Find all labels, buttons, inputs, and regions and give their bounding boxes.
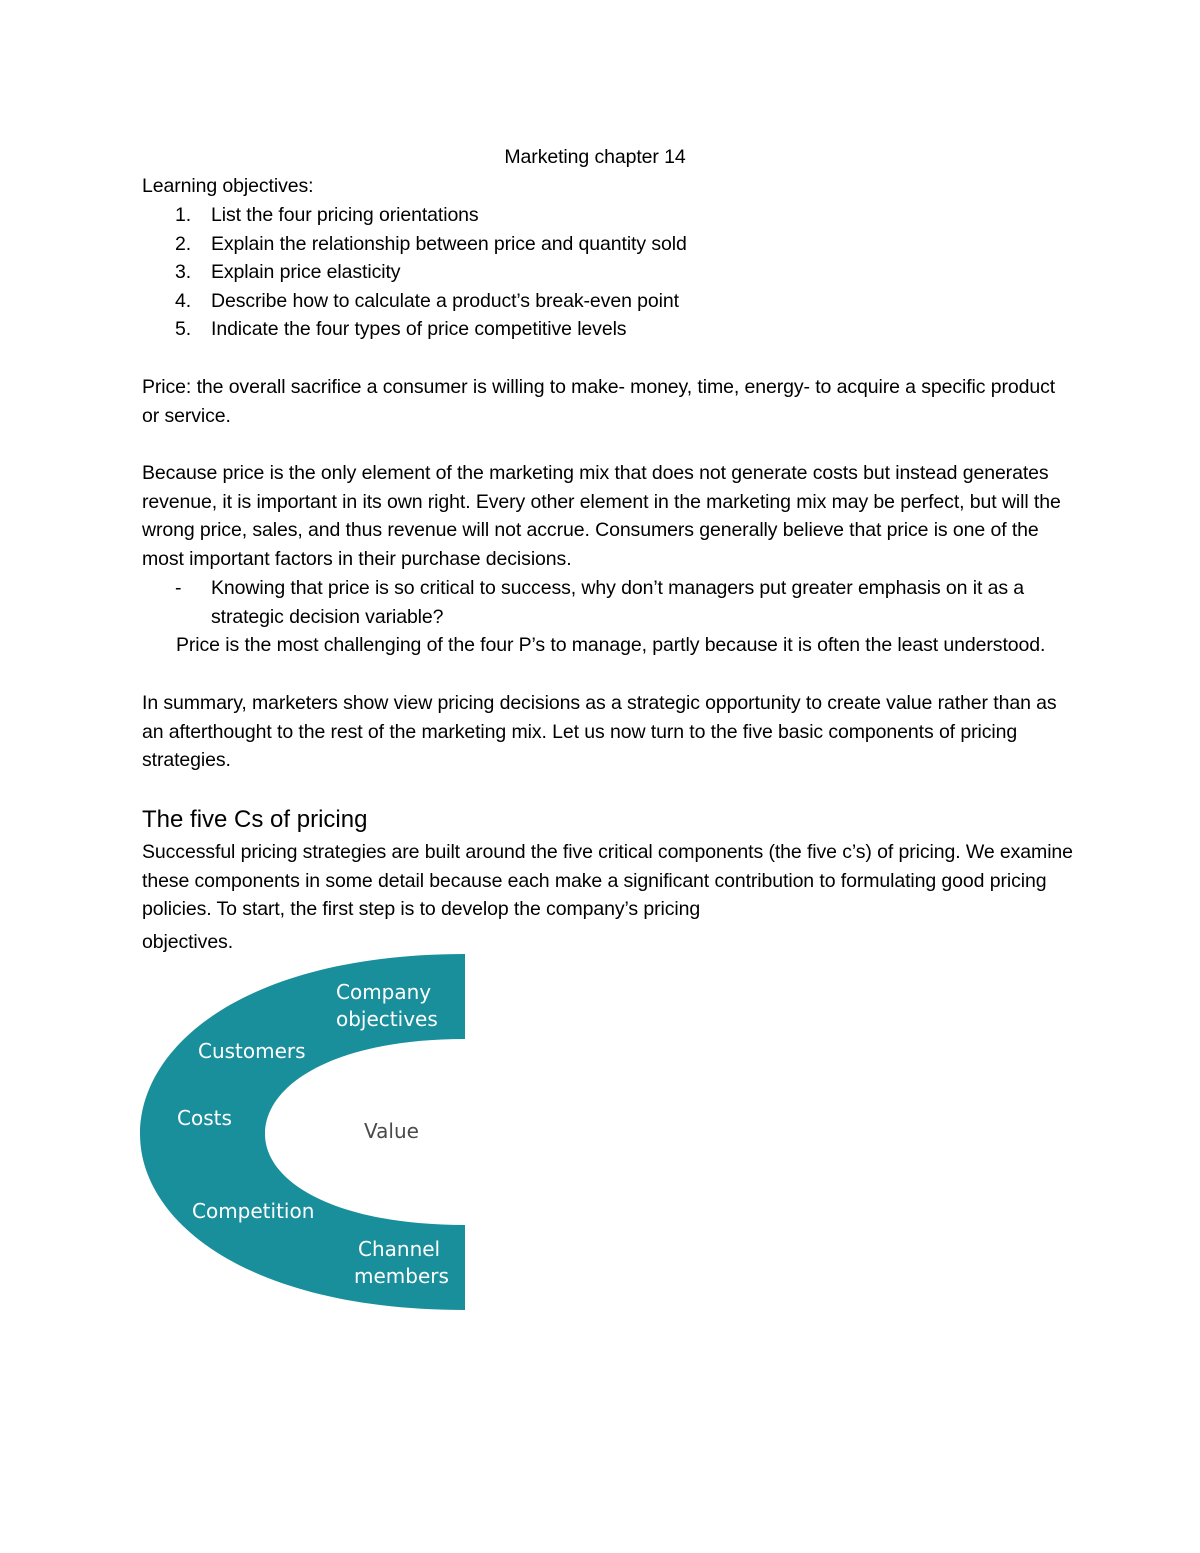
- objective-number: 1.: [175, 204, 192, 226]
- label-company-objectives-line2: objectives: [336, 1007, 438, 1031]
- label-costs: Costs: [177, 1106, 232, 1130]
- objectives-list: [142, 201, 1072, 344]
- price-importance-paragraph: Because price is the only element of the marketing mix that does not generate costs but instead generates revenue, it is important in its own right. Every other element in the marketing mix may be perfect, but will the wrong price, sales, and thus revenue will not accrue. Consumers generally believe that price is one of the most important factors in their purchase decisions.: [142, 462, 1061, 571]
- label-competition: Competition: [192, 1199, 315, 1223]
- objective-text: Explain the relationship between price and quantity sold: [211, 232, 687, 255]
- question-bullet: [142, 574, 1072, 631]
- objective-number: 2.: [175, 232, 192, 255]
- objective-number: 3.: [175, 261, 192, 284]
- bullet-marker: -: [175, 577, 182, 599]
- challenge-paragraph: Price is the most challenging of the four P’s to manage, partly because it is often the least understood.: [176, 634, 1046, 656]
- objective-text: Explain price elasticity: [211, 261, 401, 284]
- label-value: Value: [364, 1119, 419, 1143]
- objective-text: Describe how to calculate a product’s break-even point: [211, 289, 679, 312]
- five-cs-paragraph-end: objectives.: [142, 931, 234, 954]
- objective-item: [142, 258, 1072, 287]
- objective-item: [142, 287, 1072, 316]
- document-title: Marketing chapter 14: [504, 146, 686, 168]
- bullet-text: Knowing that price is so critical to success, why don’t managers put greater emphasis on it as a strategic decision variable?: [211, 577, 1025, 628]
- objective-number: 4.: [175, 289, 192, 312]
- price-definition-paragraph: Price: the overall sacrifice a consumer is willing to make- money, time, energy- to acquire a specific product or service.: [142, 376, 1056, 427]
- five-cs-paragraph: [142, 838, 1077, 957]
- five-cs-paragraph-text: Successful pricing strategies are built around the five critical components (the five c’s) of pricing. We examine these components in some detail because each make a significant contribution to formulating good pricing policies. To start, the first step is to develop the company’s pricing: [142, 841, 1073, 921]
- summary-paragraph: In summary, marketers show view pricing decisions as a strategic opportunity to create value rather than as an afterthought to the rest of the marketing mix. Let us now turn to the five basic components of pricing strategies.: [142, 692, 1057, 772]
- label-company-objectives-line1: Company: [336, 980, 432, 1004]
- five-cs-diagram: [140, 954, 466, 1311]
- five-cs-heading: The five Cs of pricing: [142, 806, 368, 833]
- objectives-heading: Learning objectives:: [142, 175, 314, 197]
- objective-number: 5.: [175, 318, 192, 341]
- objective-text: List the four pricing orientations: [211, 204, 479, 226]
- objective-item: [142, 315, 1072, 344]
- label-channel-members-line2: members: [354, 1264, 449, 1288]
- objective-text: Indicate the four types of price competitive levels: [211, 318, 627, 341]
- label-channel-members-line1: Channel: [358, 1237, 441, 1261]
- label-customers: Customers: [198, 1039, 306, 1063]
- objective-item: [142, 230, 1072, 259]
- objective-item: [142, 201, 1072, 230]
